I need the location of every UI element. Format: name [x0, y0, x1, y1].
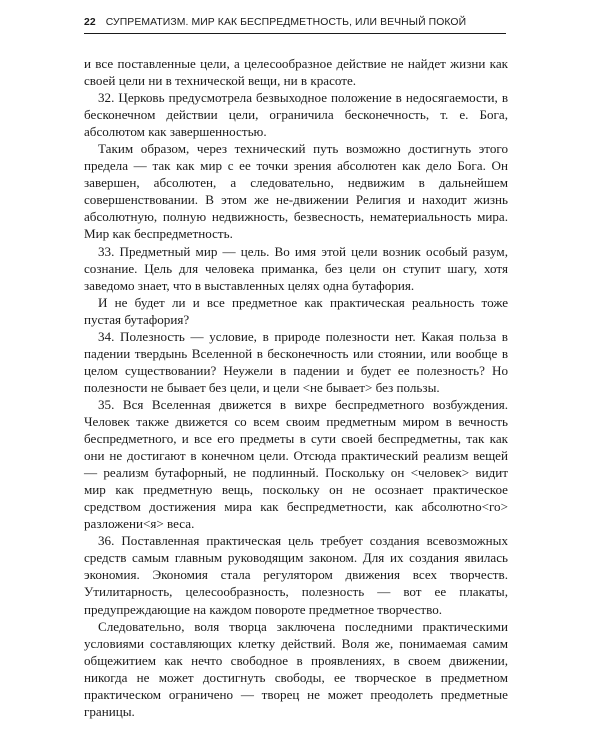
- page-body: [84, 55, 508, 720]
- paragraph-35: 35. Вся Вселенная движется в вихре беспредметного возбуждения. Человек также движется со всем своим предметным миром в вечность беспредметного, и все его предметы в сути своей беспредметны, так как они не достигают в конечном цели. Отсюда практический реализм вещей — реализм бутафорный, не подлинный. Поскольку он <человек> видит мир как предметную вещь, поскольку он не осознает практическое средством достижения мира как беспредметности, как абсолютно<го> разложени<я> веса.: [84, 396, 508, 532]
- paragraph-34: 34. Полезность — условие, в природе полезности нет. Какая польза в падении твердынь Вселенной в бесконечность или стоянии, или вообще в целом существовании? Неужели в падении и будет ее полезность? Но полезности не бывает без цели, и цели <не бывает> без пользы.: [84, 328, 508, 395]
- running-header: [84, 17, 506, 34]
- paragraph-33: 33. Предметный мир — цель. Во имя этой цели возник особый разум, сознание. Цель для человека приманка, без цели он ступит шагу, хотя заведомо знает, что в выставленных целях одна бутафория.: [84, 243, 508, 293]
- paragraph-32: 32. Церковь предусмотрела безвыходное положение в недосягаемости, в бесконечном действии цели, ограничила бесконечность, т. е. Бога, абсолютом как завершенностью.: [84, 90, 508, 140]
- running-title: СУПРЕМАТИЗМ. МИР КАК БЕСПРЕДМЕТНОСТЬ, ИЛИ ВЕЧНЫЙ ПОКОЙ: [105, 17, 467, 28]
- paragraph: Следовательно, воля творца заключена последними практическими условиями составляющих клетку действий. Воля же, понимаемая самим общежитием как нечто свободное в проявлениях, в своем движении, никогда не может достигнуть свободы, ее творческое в предметном практическом ограничено — творец не может преодолеть предметные границы.: [84, 618, 508, 719]
- paragraph: Таким образом, через технический путь возможно достигнуть этого предела — так как мир с ее точки зрения абсолютен как дело Бога. Он завершен, абсолютен, а следовательно, недвижим в дальнейшем совершенствовании. В этом же не-движении Религия и находит жизнь абсолютную, полную недвижность, безвесность, нематериальность мира. Мир как беспредметность.: [84, 141, 508, 242]
- page-number: 22: [84, 17, 96, 28]
- paragraph-continued: и все поставленные цели, а целесообразное действие не найдет жизни как своей цели ни в технической вещи, ни в красоте.: [84, 56, 508, 89]
- paragraph-36: 36. Поставленная практическая цель требует создания всевозможных средств самым главным руководящим законом. Для их создания явилась экономия. Экономия стала регулятором движения всех творчеств. Утилитарность, целесообразность, полезность — вот ее плакаты, предупреждающие на каждом повороте предметное творчество.: [84, 533, 508, 617]
- paragraph: И не будет ли и все предметное как практическая реальность тоже пустая бутафория?: [84, 294, 508, 327]
